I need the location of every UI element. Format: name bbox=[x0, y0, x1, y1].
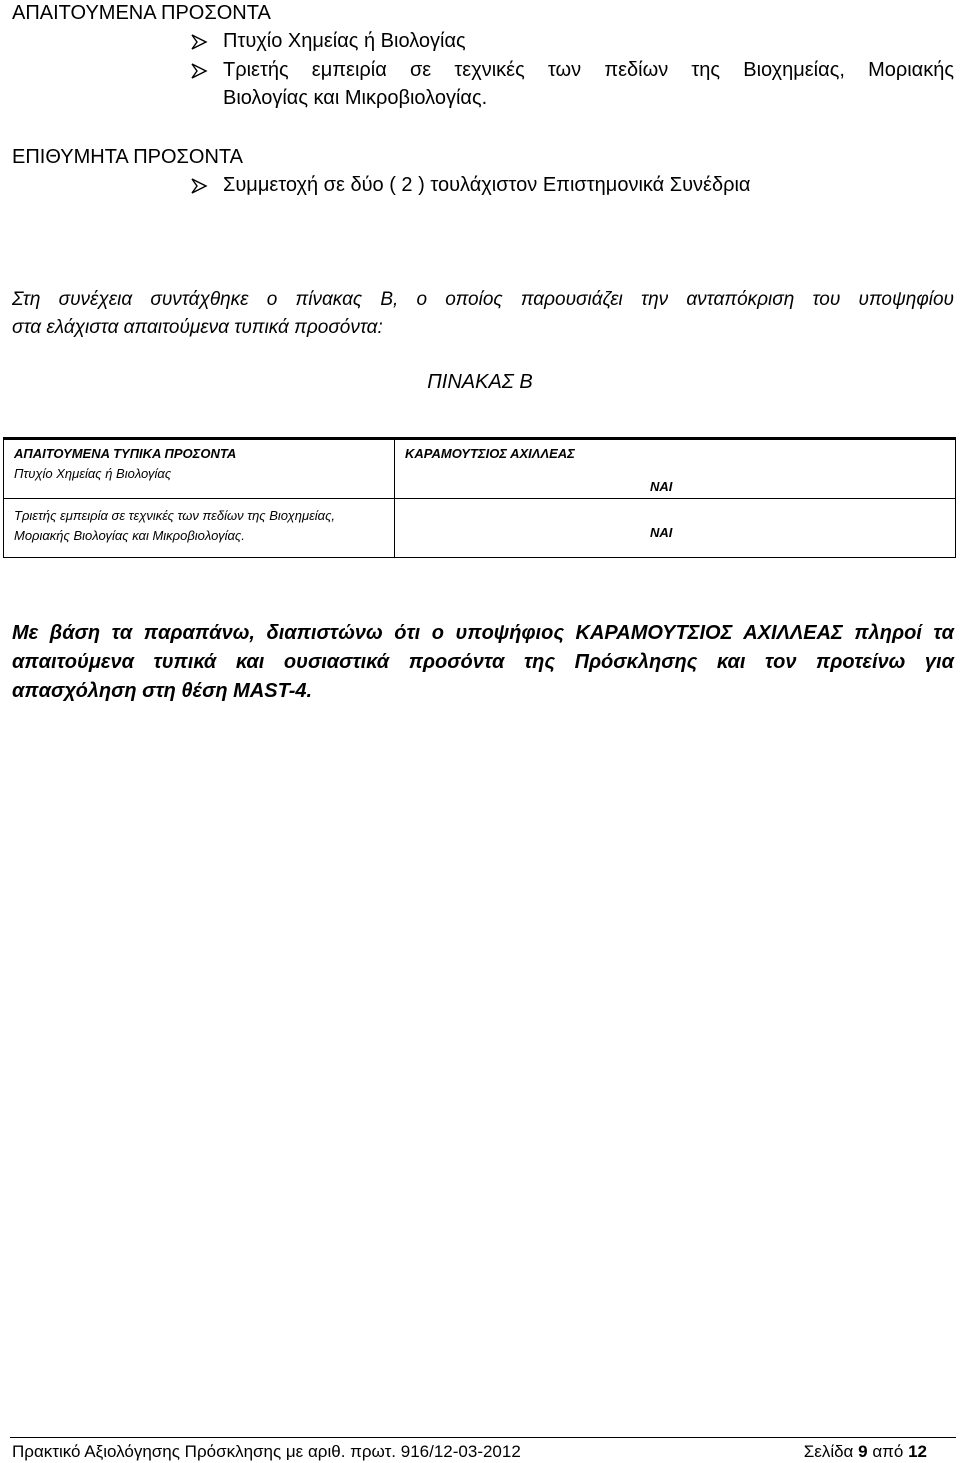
table-cell-answer bbox=[395, 439, 956, 499]
table-cell-requirement bbox=[4, 439, 395, 499]
desired-heading: ΕΠΙΘΥΜΗΤΑ ΠΡΟΣΟΝΤΑ bbox=[12, 146, 243, 168]
table-cell-answer bbox=[395, 499, 956, 558]
required-heading: ΑΠΑΙΤΟΥΜΕΝΑ ΠΡΟΣΟΝΤΑ bbox=[12, 2, 271, 24]
footer-page-number bbox=[804, 1441, 927, 1463]
desired-item-conferences: Συμμετοχή σε δύο ( 2 ) τουλάχιστον Επιστημονικά Συνέδρια bbox=[223, 174, 751, 196]
required-item-degree: Πτυχίο Χημείας ή Βιολογίας bbox=[223, 30, 466, 52]
required-item-experience-cont: Βιολογίας και Μικροβιολογίας. bbox=[223, 87, 488, 109]
arrow-bullet-icon bbox=[190, 177, 208, 195]
arrow-bullet-icon bbox=[190, 33, 208, 51]
conclusion-line-3: απασχόληση στη θέση MAST-4. bbox=[12, 680, 313, 702]
footer-current-page: 9 bbox=[858, 1442, 868, 1461]
table-answer: ΝΑΙ bbox=[650, 525, 673, 540]
conclusion-line-2: απαιτούμενα τυπικά και ουσιαστικά προσόντα της Πρόσκλησης και τον προτείνω για bbox=[12, 651, 954, 673]
footer-of-word: από bbox=[872, 1442, 904, 1461]
footer-page-word: Σελίδα bbox=[803, 1442, 854, 1461]
table-answer: ΝΑΙ bbox=[650, 479, 673, 494]
footer-document-ref: Πρακτικό Αξιολόγησης Πρόσκλησης με αριθ. πρωτ. 916/12-03-2012 bbox=[12, 1442, 521, 1461]
footer-total-pages: 12 bbox=[908, 1442, 927, 1461]
qualifications-table bbox=[3, 437, 956, 558]
table-requirement-text-cont: Μοριακής Βιολογίας και Μικροβιολογίας. bbox=[14, 528, 245, 543]
table-title: ΠΙΝΑΚΑΣ Β bbox=[427, 371, 533, 393]
intro-line-1: Στη συνέχεια συντάχθηκε ο πίνακας Β, ο οποίος παρουσιάζει την ανταπόκριση του υποψηφίου bbox=[12, 289, 954, 310]
conclusion-line-1: Με βάση τα παραπάνω, διαπιστώνω ότι ο υποψήφιος ΚΑΡΑΜΟΥΤΣΙΟΣ ΑΧΙΛΛΕΑΣ πληροί τα bbox=[12, 622, 954, 644]
table-header-requirements: ΑΠΑΙΤΟΥΜΕΝΑ ΤΥΠΙΚΑ ΠΡΟΣΟΝΤΑ bbox=[14, 446, 237, 461]
arrow-bullet-icon bbox=[190, 62, 208, 80]
table-header-candidate: ΚΑΡΑΜΟΥΤΣΙΟΣ ΑΧΙΛΛΕΑΣ bbox=[405, 446, 575, 461]
required-item-experience: Τριετής εμπειρία σε τεχνικές των πεδίων της Βιοχημείας, Μοριακής bbox=[223, 59, 954, 81]
intro-line-2: στα ελάχιστα απαιτούμενα τυπικά προσόντα: bbox=[12, 317, 383, 338]
footer-divider bbox=[10, 1437, 956, 1438]
table-cell-requirement bbox=[4, 499, 395, 558]
table-requirement-text: Πτυχίο Χημείας ή Βιολογίας bbox=[14, 466, 172, 481]
table-requirement-text: Τριετής εμπειρία σε τεχνικές των πεδίων της Βιοχημείας, bbox=[14, 508, 336, 523]
